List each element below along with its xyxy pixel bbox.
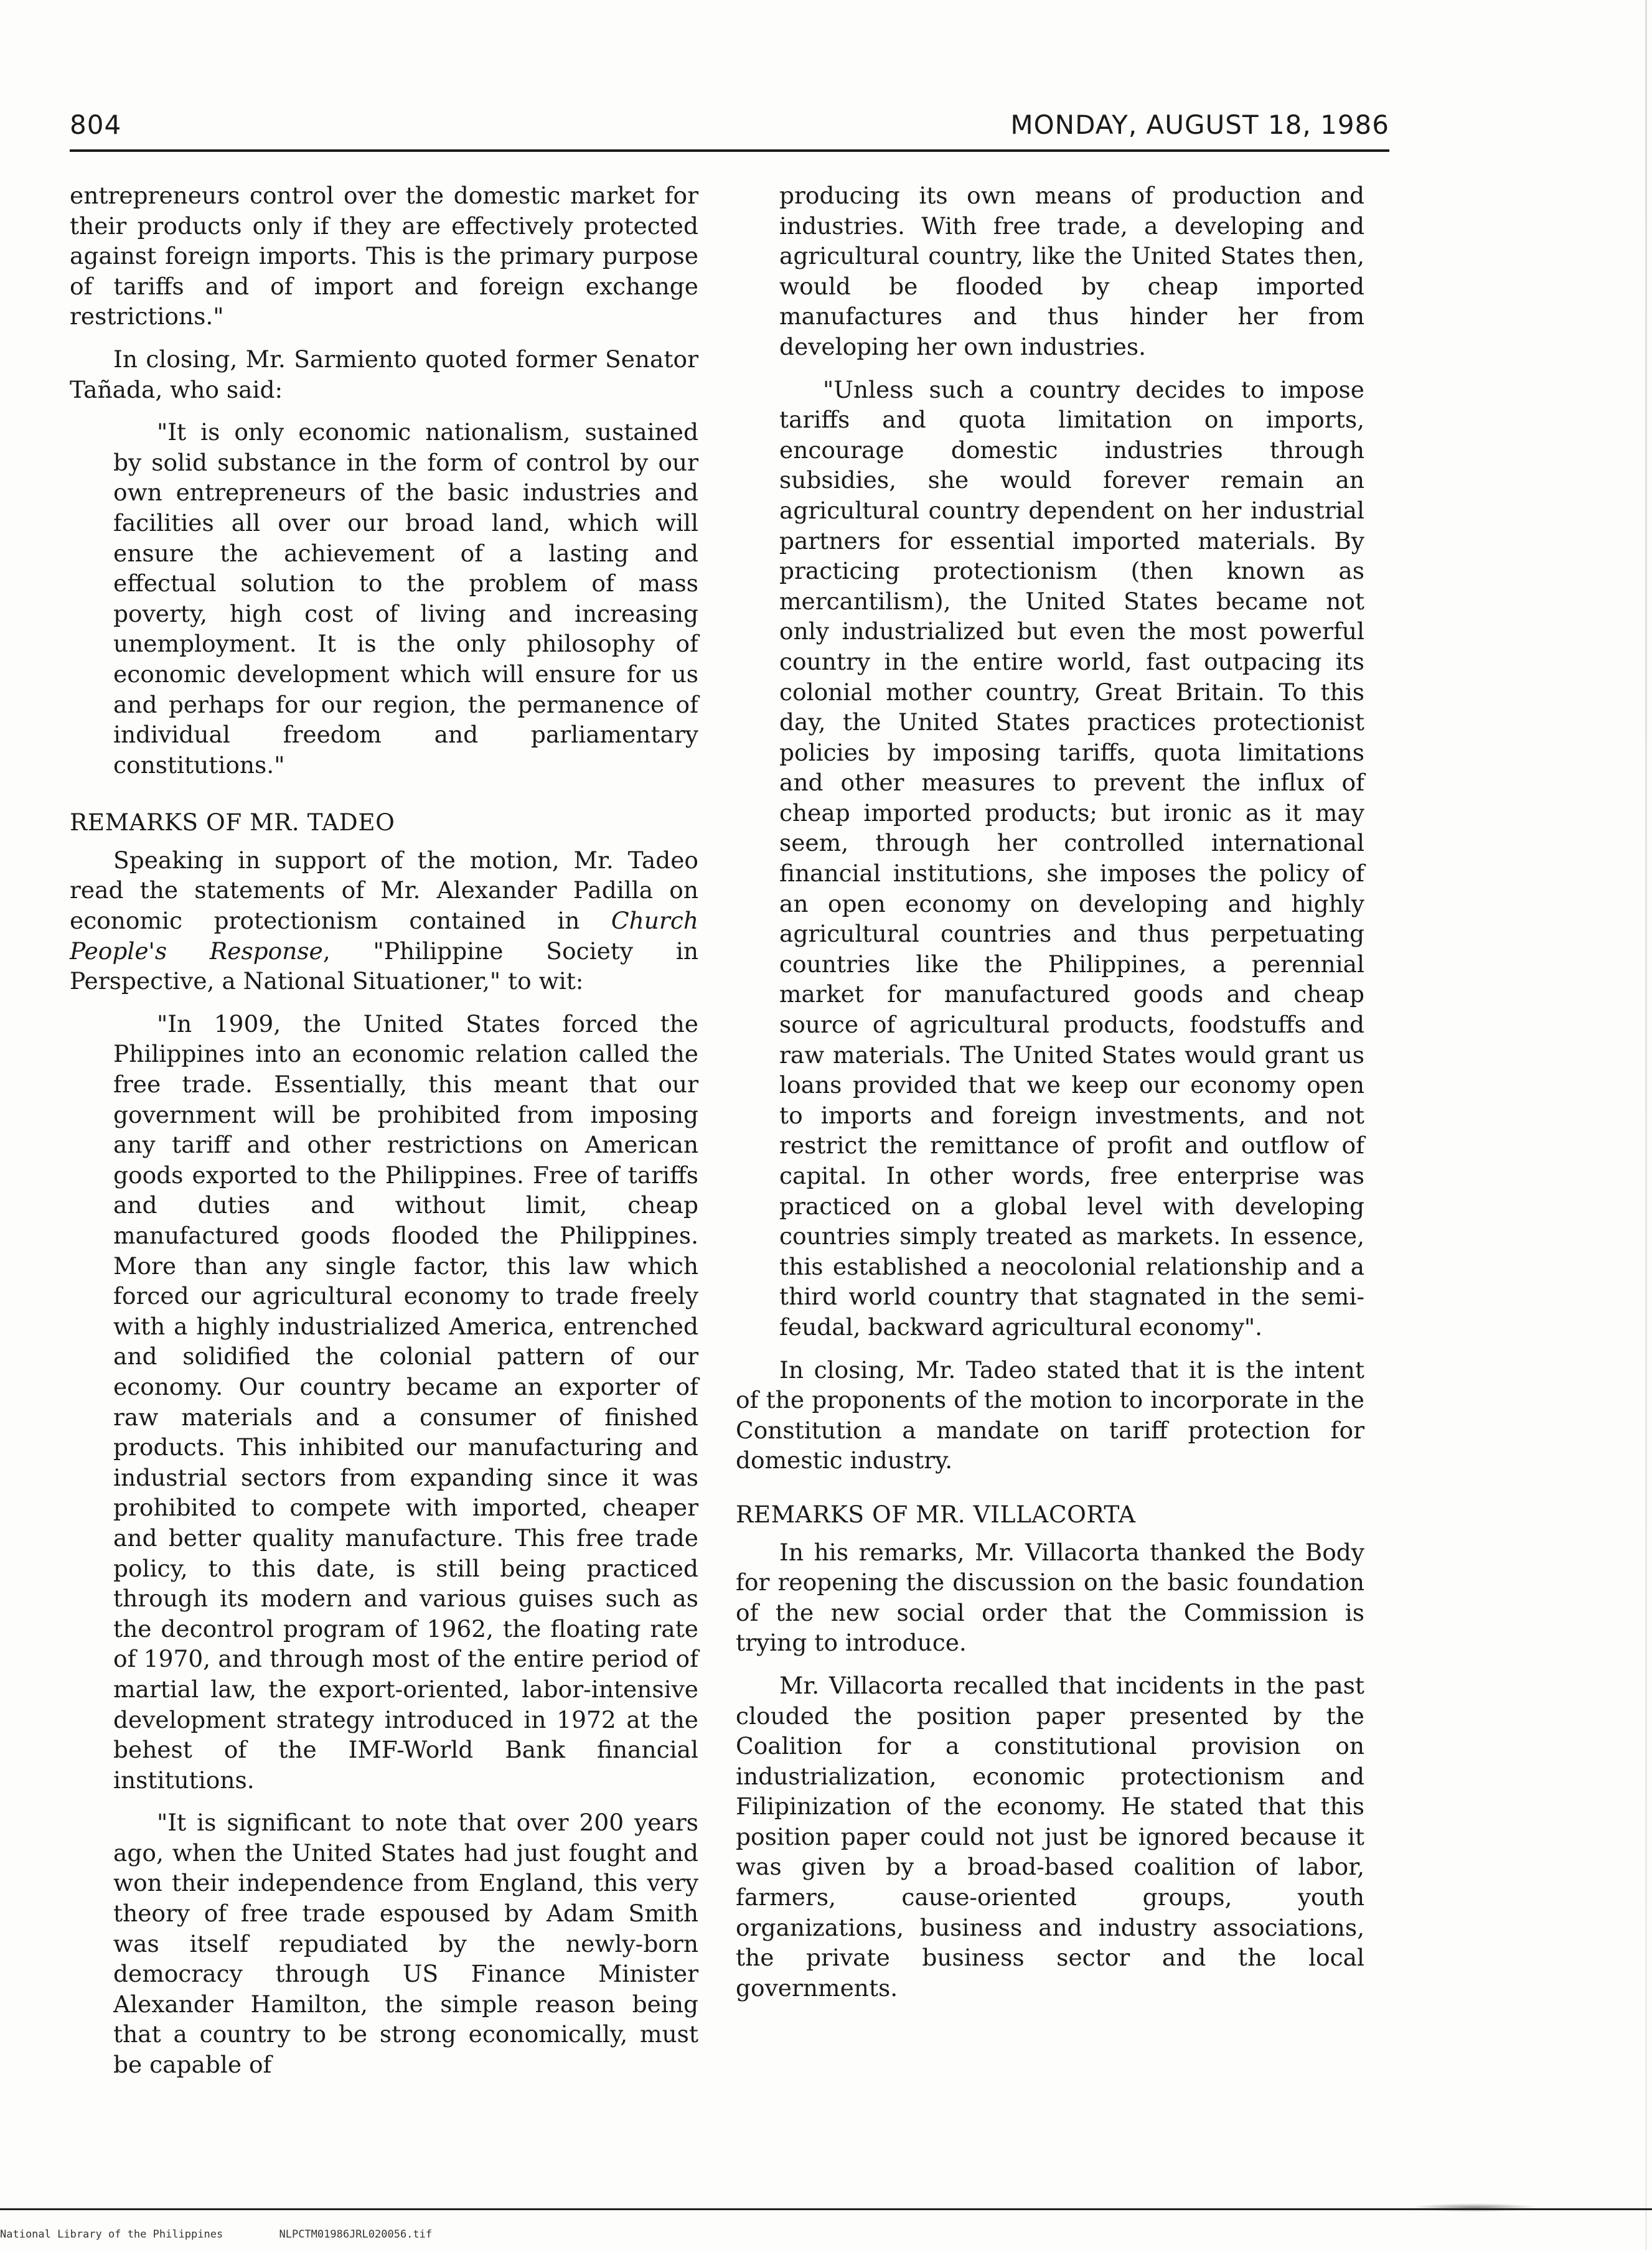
section-heading-tadeo: REMARKS OF MR. TADEO bbox=[70, 809, 395, 837]
page-number: 804 bbox=[70, 110, 122, 140]
paragraph: entrepreneurs control over the domestic market for their products only if they are effectively protected against foreign imports. This is the primary purpose of tariffs and of import and foreign exchange restrictions." bbox=[70, 182, 698, 330]
right-column bbox=[736, 180, 1364, 2015]
block-quote: "It is only economic nationalism, sustained by solid substance in the form of control by our own entrepreneurs of the basic industries and facilities all over our broad land, which will ensure the achievement of a lasting and effectual solution to the problem of mass poverty, high cost of living and increasing unemployment. It is the only philosophy of economic development which will ensure for us and perhaps for our region, the permanence of individual freedom and parliamentary constitutions." bbox=[113, 418, 698, 779]
scan-footer bbox=[0, 2228, 482, 2241]
header-rule bbox=[70, 149, 1389, 152]
scan-artifact bbox=[1409, 2203, 1540, 2212]
library-name: National Library of the Philippines bbox=[0, 2228, 223, 2241]
paragraph-text: , "Philippine Society in Perspective, a National Situationer," to wit: bbox=[70, 937, 698, 995]
paragraph: In his remarks, Mr. Villacorta thanked the Body for reopening the discussion on the basic foundation of the new social order that the Commission is trying to introduce. bbox=[736, 1538, 1364, 1657]
paragraph: In closing, Mr. Sarmiento quoted former Senator Tañada, who said: bbox=[70, 345, 698, 403]
block-quote: "In 1909, the United States forced the Philippines into an economic relation called the free trade. Essentially, this meant that our government will be prohibited from imposing any tariff and other restrictions on American goods exported to the Philippines. Free of tariffs and duties and without limit, cheap manufactured goods flooded the Philippines. More than any single factor, this law which forced our agricultural economy to trade freely with a highly industrialized America, entrenched and solidified the colonial pattern of our economy. Our country became an exporter of raw materials and a consumer of finished products. This inhibited our manufacturing and industrial sectors from expanding since it was prohibited to compete with imported, cheaper and better quality manufacture. This free trade policy, to this date, is still being practiced through its modern and various guises such as the decontrol program of 1962, the floating rate of 1970, and through most of the entire period of martial law, the export-oriented, labor-intensive development strategy introduced in 1972 at the behest of the IMF-World Bank financial institutions. bbox=[113, 1010, 698, 1794]
left-column bbox=[70, 180, 698, 2093]
block-quote: "Unless such a country decides to impose tariffs and quota limitation on imports, encourage domestic industries through subsidies, she would forever remain an agricultural country dependent on her industrial partners for essential imported materials. By practicing protectionism (then known as mercantilism), the United States became not only industrialized but even the most powerful country in the entire world, fast outpacing its colonial mother country, Great Britain. To this day, the United States practices protectionist policies by imposing tariffs, quota limitations and other measures to prevent the influx of cheap imported products; but ironic as it may seem, through her controlled international financial institutions, she imposes the policy of an open economy on developing and highly agricultural countries and thus perpetuating countries like the Philippines, a perennial market for manufactured goods and cheap source of agricultural products, foodstuffs and raw materials. The United States would grant us loans provided that we keep our economy open to imports and foreign investments, and not restrict the remittance of profit and outflow of capital. In other words, free enterprise was practiced on a global level with developing countries simply treated as markets. In essence, this established a neocolonial relationship and a third world country that stagnated in the semi-feudal, backward agricultural economy". bbox=[779, 375, 1364, 1341]
page-header bbox=[70, 110, 1389, 154]
paragraph-text: Speaking in support of the motion, Mr. Tadeo read the statements of Mr. Alexander Padilla on economic protectionism contained in bbox=[70, 846, 698, 935]
publication-title: Church People's Response bbox=[70, 907, 698, 965]
paragraph bbox=[70, 845, 698, 996]
block-quote: "It is significant to note that over 200 years ago, when the United States had just fought and won their independence from England, this very theory of free trade espoused by Adam Smith was itself repudiated by the newly-born democracy through US Finance Minister Alexander Hamilton, the simple reason being that a country to be strong economically, must be capable of bbox=[113, 1809, 698, 2079]
file-id: NLPCTM01986JRL020056.tif bbox=[279, 2228, 433, 2241]
header-date: MONDAY, AUGUST 18, 1986 bbox=[1010, 110, 1389, 140]
scan-edge-mark bbox=[1645, 0, 1647, 2250]
section-heading-villacorta: REMARKS OF MR. VILLACORTA bbox=[736, 1500, 1136, 1528]
scan-bottom-bar bbox=[0, 2208, 1652, 2210]
block-quote: producing its own means of production and industries. With free trade, a developing and agricultural country, like the United States then, would be flooded by cheap imported manufactures and thus hinder her from developing her own industries. bbox=[779, 182, 1364, 360]
paragraph: Mr. Villacorta recalled that incidents in the past clouded the position paper presented by the Coalition for a constitutional provision on industrialization, economic protectionism and Filipinization of the economy. He stated that this position paper could not just be ignored because it was given by a broad-based coalition of labor, farmers, cause-oriented groups, youth organizations, business and industry associations, the private business sector and the local governments. bbox=[736, 1671, 1364, 2002]
paragraph: In closing, Mr. Tadeo stated that it is the intent of the proponents of the motion to incorporate in the Constitution a mandate on tariff protection for domestic industry. bbox=[736, 1356, 1364, 1474]
